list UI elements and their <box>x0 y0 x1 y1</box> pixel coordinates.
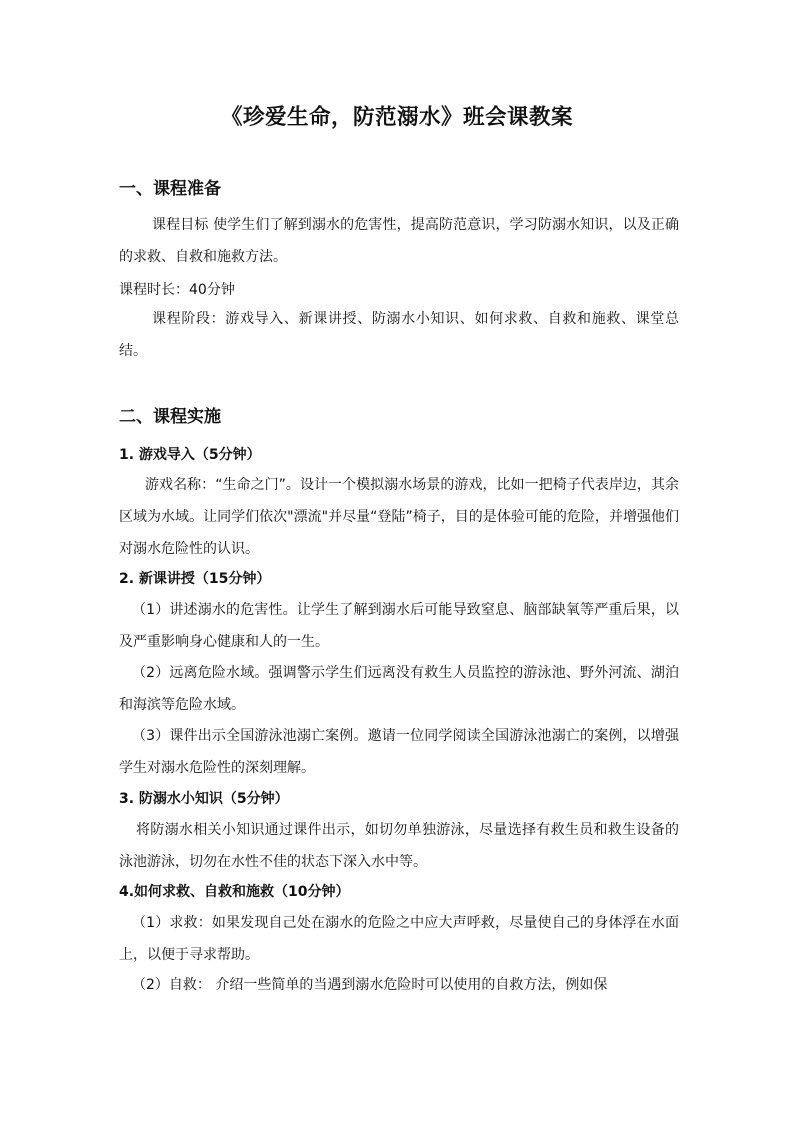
course-objective-paragraph: 课程目标 使学生们了解到溺水的危害性，提高防范意识，学习防溺水知识，以及正确的求救、自救和施救方法。 <box>119 217 679 265</box>
rescue-item-2: （2）自救： 介绍一些简单的当遇到溺水危险时可以使用的自救方法，例如保 <box>132 977 608 993</box>
course-duration: 课程时长：40分钟 <box>119 282 235 298</box>
safety-tips-paragraph: 将防溺水相关小知识通过课件出示，如切勿单独游泳，尽量选择有救生员和救生设备的泳池游泳，切勿在水性不佳的状态下深入水中等。 <box>119 822 679 870</box>
document-title: 《珍爱生命，防范溺水》班会课教案 <box>220 105 573 130</box>
part-heading-game-intro: 1. 游戏导入（5分钟） <box>119 447 261 463</box>
section-heading-implementation: 二、课程实施 <box>119 407 221 427</box>
game-intro-paragraph: 游戏名称：“生命之门”。设计一个模拟溺水场景的游戏，比如一把椅子代表岸边，其余区域为水域。让同学们依次"漂流"并尽量“登陆”椅子，目的是体验可能的危险，并增强他们对溺水危险性的认识。 <box>119 477 679 557</box>
new-lesson-item-1: （1）讲述溺水的危害性。让学生了解到溺水后可能导致窒息、脑部缺氧等严重后果，以及严重影响身心健康和人的一生。 <box>119 602 679 650</box>
rescue-item-1: （1）求救：如果发现自己处在溺水的危险之中应大声呼救，尽量使自己的身体浮在水面上，以便于寻求帮助。 <box>119 915 679 963</box>
part-heading-rescue: 4.如何求救、自救和施救（10分钟） <box>119 884 350 900</box>
section-heading-preparation: 一、课程准备 <box>119 179 221 199</box>
part-heading-new-lesson: 2. 新课讲授（15分钟） <box>119 571 271 587</box>
new-lesson-item-3: （3）课件出示全国游泳池溺亡案例。邀请一位同学阅读全国游泳池溺亡的案例，以增强学生对溺水危险性的深刻理解。 <box>119 728 679 776</box>
new-lesson-item-2: （2）远离危险水域。强调警示学生们远离没有救生人员监控的游泳池、野外河流、湖泊和海滨等危险水域。 <box>119 665 679 713</box>
course-stages-paragraph: 课程阶段：游戏导入、新课讲授、防溺水小知识、如何求救、自救和施救、课堂总结。 <box>119 311 679 359</box>
part-heading-safety-tips: 3. 防溺水小知识（5分钟） <box>119 791 289 807</box>
